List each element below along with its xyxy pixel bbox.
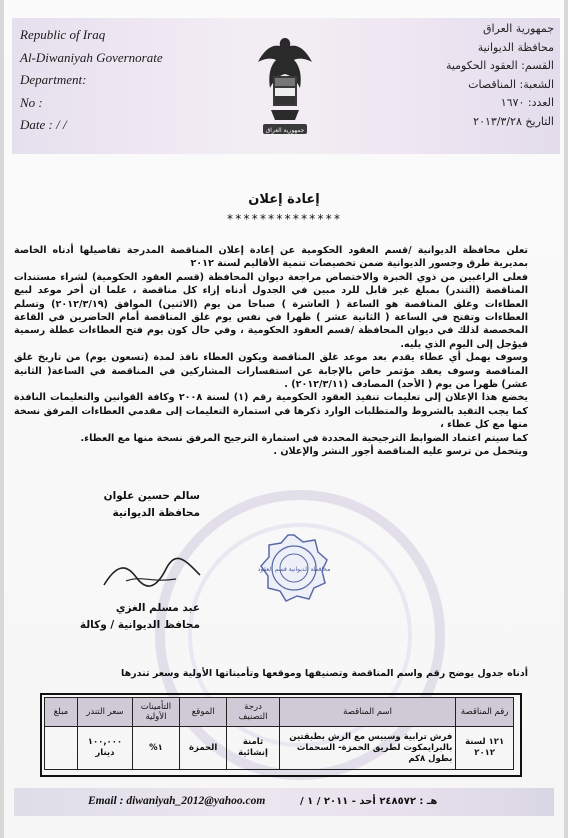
header-deposit: التأمينات الأولية xyxy=(132,698,179,727)
cell-tender-number: ١٢١ لسنة ٢٠١٢ xyxy=(456,727,514,770)
footer-email: Email : diwaniyah_2012@yahoo.com xyxy=(88,795,266,807)
cell-tender-name: فرش ترابية وسبيس مع الرش بطبقتين بالبرايمكوت لطريق الحمزة- السحمات بطول ٨كم xyxy=(279,727,456,770)
header-ar-country: جمهورية العراق xyxy=(482,22,554,35)
header-ar-date: التاريخ ٢٠١٣/٣/٢٨ xyxy=(473,114,554,128)
signatory-2-title: محافظ الديوانية / وكالة xyxy=(79,619,200,631)
body-paragraph-1: تعلن محافظة الديوانية /قسم العقود الحكومية عن إعادة إعلان المناقصة المدرجة تفاصيلها أدناه الخاصة بمديرية طرق وجسور الديوانية ضمن تخصيصات تنمية الأقاليم لسنة ٢٠١٢ xyxy=(14,245,528,270)
header-ar-section: الشعبة: المناقصات xyxy=(468,77,554,91)
body-paragraph-5: كما سيتم اعتماد الضوابط الترجيحية المحددة في استمارة الترجيح المرفق نسخة منها مع العطاء. xyxy=(80,432,528,444)
header-tender-number: رقم المناقصة xyxy=(456,698,514,727)
header-country: Republic of Iraq xyxy=(20,27,106,42)
body-paragraph-2: فعلى الراغبين من ذوي الخبرة والاختصاص مراجعة ديوان المحافظة (قسم العقود الحكومية) لشراء مستندات المناقصة (التندر) بمبلغ غير قابل للرد مبين في الجدول أدناه إزاء كل مناقصة ، علما ان أخر موعد لبيع العطاءات وغلق المناقصة هو الساعة ( العاشرة ) صباحا من يوم (الاثنين) الموافق (٢٠١٢/٣/١٩) وتسلم العطاءات وتفتح في الساعة ( الثانية عشر ) ظهرا في نفس يوم غلق المناقصة أمام الحاضرين في القاعة المخصصة لذلك في ديوان المحافظة /قسم العقود الحكومية ، وفي حال كون يوم فتح العطاءات عطلة رسمية فيؤجل إلى اليوم الذي يليه. xyxy=(14,271,528,350)
tender-table xyxy=(44,697,514,770)
signatory-1-name: سالم حسين علوان xyxy=(103,490,200,502)
cell-tender-price: ١٠٠,٠٠٠ دينار xyxy=(77,727,132,770)
signature-block-1 xyxy=(50,488,200,522)
signatory-2-name: عبد مسلم الغزي xyxy=(115,602,200,614)
official-stamp-icon xyxy=(258,532,330,604)
header-classification: درجة التصنيف xyxy=(227,698,280,727)
body-paragraph-3: وسوف يهمل أي عطاء يقدم بعد موعد غلق المناقصة ويكون العطاء نافذ لمدة (تسعون يوم) من تاريخ غلق المناقصة وسوف يعقد مؤتمر خاص بالإجابة عن استفسارات المشاركين في المناقصة في الساعة( الثانية عشر) ظهرا من يوم ( الأحد) المصادف (٢٠١٢/٣/١١) . xyxy=(14,352,528,391)
emblem-caption: جمهورية العراق xyxy=(265,127,305,134)
body-paragraph-6: ويتحمل من ترسو عليه المناقصة أجور النشر والإعلان . xyxy=(273,446,528,458)
header-department: Department: xyxy=(20,72,87,87)
handwritten-signature xyxy=(96,555,206,595)
title-stars: ************** xyxy=(226,212,342,226)
header-location: الموقع xyxy=(180,698,227,727)
cell-deposit: ١% xyxy=(132,727,179,770)
page-edge-left xyxy=(0,0,4,838)
cell-classification: ثامنة إنشائية xyxy=(227,727,280,770)
header-amount: مبلغ xyxy=(45,698,78,727)
header-governorate: Al-Diwaniyah Governorate xyxy=(20,49,163,65)
header-ar-number: العدد: ١٦٧٠ xyxy=(500,96,554,109)
table-row xyxy=(45,727,514,770)
letterhead-english xyxy=(20,24,230,137)
header-tender-price: سعر التندر xyxy=(77,698,132,727)
footer-phone: هـ : ٢٤٨٥٧٢ أحد - ٢٠١١ / ١ / xyxy=(300,796,438,807)
header-ar-governorate: محافظة الديوانية xyxy=(477,40,554,54)
stamp-text: محافظة الديوانية قسم العقود xyxy=(258,566,330,573)
signature-block-2 xyxy=(30,600,200,634)
header-tender-name: اسم المناقصة xyxy=(279,698,456,727)
cell-amount xyxy=(45,727,78,770)
body-paragraph-4: يخضع هذا الإعلان إلى تعليمات تنفيذ العقود الحكومية رقم (١) لسنة ٢٠٠٨ وكافة القوانين والتعليمات النافذة كما يجب التقيد بالشروط والمتطلبات الوارد ذكرها في استمارة التعليمات إلى مقدمي العطاءات المرفق نسخة منها مع كل عطاء ، xyxy=(14,392,528,431)
header-number: No : xyxy=(20,94,43,110)
table-intro: أدناه جدول يوضح رقم واسم المناقصة وتصنيفها وموقعها وتأميناتها الأولية وسعر تندرها xyxy=(121,668,528,679)
eagle-emblem-icon xyxy=(255,30,315,150)
header-date: Date : / / xyxy=(20,117,67,132)
notice-title: إعادة إعلان xyxy=(248,192,320,207)
cell-location: الحمزة xyxy=(180,727,227,770)
table-header-row xyxy=(45,698,514,727)
notice-body xyxy=(14,244,528,459)
header-ar-department: القسم: العقود الحكومية xyxy=(445,59,554,72)
letterhead-arabic xyxy=(404,20,554,131)
signatory-1-title: محافظة الديوانية xyxy=(112,507,200,519)
page-edge-right xyxy=(564,0,568,838)
